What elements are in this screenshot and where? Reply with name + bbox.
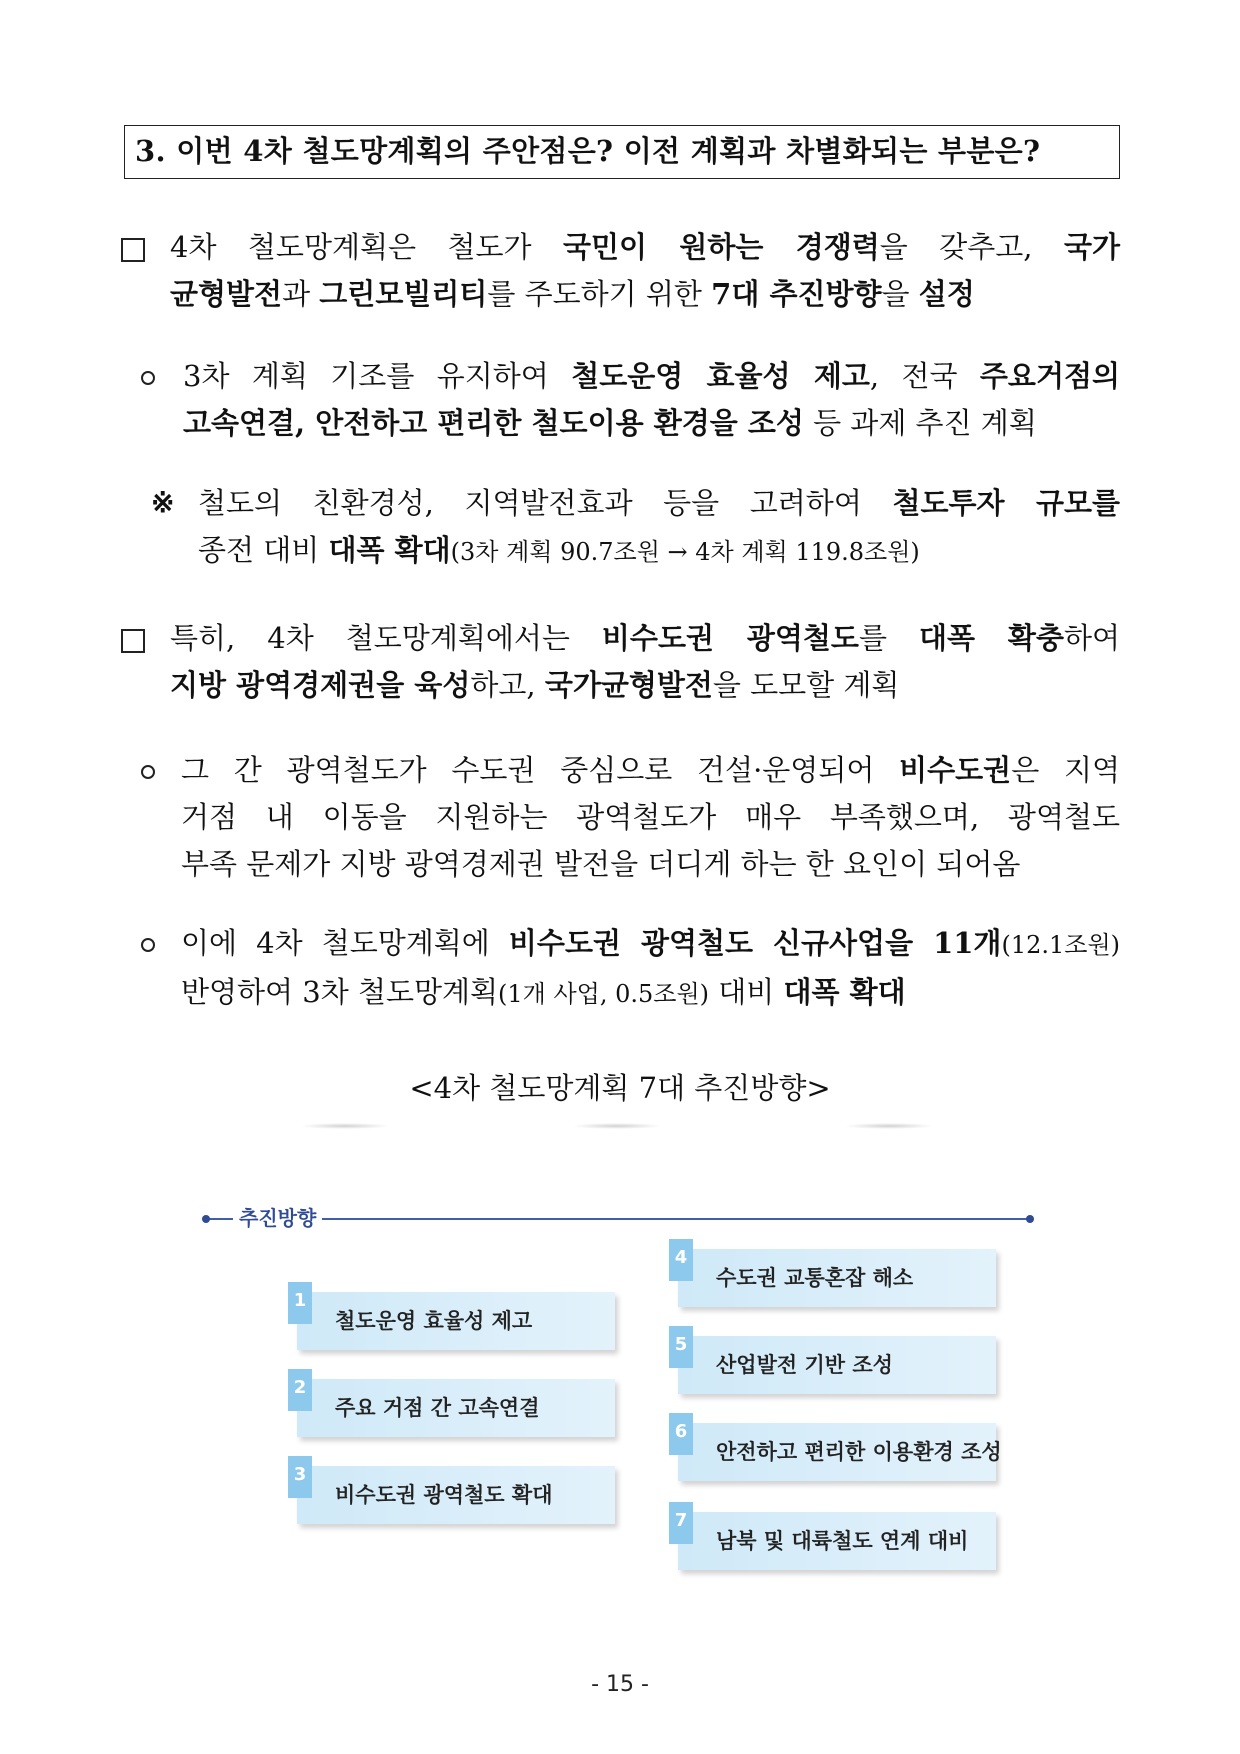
text-run: 그 간 광역철도가 수도권 중심으로 건설·운영되어 [181, 753, 900, 787]
emphasized-text: 균형발전 [170, 277, 283, 311]
text-run: 은 지역 [1011, 753, 1120, 787]
item-number-badge: 7 [669, 1502, 693, 1544]
item-number-badge: 6 [669, 1413, 693, 1455]
section1-sub1-line1 [183, 353, 1120, 400]
section2-sub1-line1 [181, 747, 1120, 794]
emphasized-text: 철도운영 효율성 제고 [571, 359, 870, 393]
axis-start-dot [202, 1215, 210, 1223]
direction-item [293, 1377, 615, 1437]
checkbox-square-icon [121, 629, 145, 653]
emphasized-text: 그린모빌리티 [319, 277, 488, 311]
text-run: 4차 철도망계획은 철도가 [170, 230, 563, 264]
decorative-shadow [572, 1123, 662, 1129]
section1-sub1 [183, 353, 1120, 447]
item-number-badge: 4 [669, 1239, 693, 1281]
section2-line2 [170, 662, 1120, 709]
text-run: 철도의 친환경성, 지역발전효과 등을 고려하여 [198, 486, 893, 520]
emphasized-text: 비수도권 [899, 753, 1012, 787]
emphasized-text: 국민이 원하는 경쟁력 [562, 230, 880, 264]
emphasized-text: 대폭 확충 [919, 621, 1064, 655]
checkbox-square-icon [121, 238, 145, 262]
text-run: 을 갖추고, [879, 230, 1064, 264]
text-run: 을 도모할 계획 [712, 668, 900, 702]
direction-item [674, 1421, 1002, 1481]
section1-note-line2: 종전 대비 대폭 확대(3차 계획 90.7조원 → 4차 계획 119.8조원) [198, 533, 920, 567]
emphasized-text: 고속연결, 안전하고 편리한 철도이용 환경을 조성 [183, 406, 804, 440]
section2-sub2-line2: 반영하여 3차 철도망계획(1개 사업, 0.5조원) 대비 대폭 확대 [181, 975, 906, 1009]
text-run: 를 [858, 621, 919, 655]
item-number-badge: 5 [669, 1326, 693, 1368]
text-run: 과 [282, 277, 320, 311]
circle-bullet-icon [141, 371, 155, 385]
emphasized-text: 설정 [918, 277, 975, 311]
section2-sub1-line3: 부족 문제가 지방 광역경제권 발전을 더디게 하는 한 요인이 되어옴 [181, 847, 1021, 881]
decorative-shadow [844, 1123, 934, 1129]
item-number-badge: 1 [288, 1282, 312, 1324]
direction-item [674, 1510, 996, 1570]
section1-line2 [170, 271, 1120, 318]
section2-paragraph [170, 615, 1120, 709]
item-label: 주요 거점 간 고속연결 [335, 1396, 540, 1420]
item-label: 산업발전 기반 조성 [716, 1353, 893, 1377]
emphasized-text: 국가 [1063, 230, 1120, 264]
text-run: , 전국 [869, 359, 980, 393]
section2-sub1-line2: 거점 내 이동을 지원하는 광역철도가 매우 부족했으며, 광역철도 [181, 800, 1120, 834]
item-label: 수도권 교통혼잡 해소 [716, 1266, 914, 1290]
text-run: 하고, [470, 668, 545, 702]
page-number: - 15 - [591, 1672, 649, 1697]
section1-note-line1 [198, 480, 1120, 527]
item-number-badge: 2 [288, 1369, 312, 1411]
text-run: 특히, 4차 철도망계획에서는 [170, 621, 602, 655]
emphasized-text: 7대 추진방향 [711, 277, 882, 311]
emphasized-text: 철도투자 규모를 [892, 486, 1121, 520]
direction-item [293, 1290, 615, 1350]
text-run: 등 과제 추진 계획 [803, 406, 1037, 440]
text-run: 을 [881, 277, 919, 311]
section1-paragraph [170, 224, 1120, 318]
direction-item [674, 1334, 996, 1394]
section1-note [198, 480, 1120, 576]
direction-axis-line [206, 1218, 1030, 1220]
decorative-shadow [300, 1123, 390, 1129]
text-run: 를 주도하기 위한 [487, 277, 712, 311]
question-heading: 3. 이번 4차 철도망계획의 주안점은? 이전 계획과 차별화되는 부분은? [124, 125, 1120, 179]
direction-item [674, 1247, 996, 1307]
direction-item [293, 1464, 615, 1524]
reference-mark-icon: ※ [151, 486, 175, 519]
emphasized-text: 비수도권 광역철도 [601, 621, 859, 655]
item-label: 철도운영 효율성 제고 [335, 1309, 533, 1333]
diagram-title: <4차 철도망계획 7대 추진방향> [409, 1071, 831, 1105]
section2-sub2-line1: 이에 4차 철도망계획에 비수도권 광역철도 신규사업을 11개(12.1조원) [181, 926, 1120, 960]
emphasized-text: 국가균형발전 [544, 668, 713, 702]
section2-sub1 [181, 747, 1120, 888]
circle-bullet-icon [141, 938, 155, 952]
axis-label: 추진방향 [233, 1203, 322, 1233]
section2-sub2 [181, 920, 1120, 1018]
item-number-badge: 3 [288, 1456, 312, 1498]
emphasized-text: 지방 광역경제권을 육성 [170, 668, 471, 702]
section1-line1 [170, 224, 1120, 271]
section1-sub1-line2 [183, 400, 1120, 447]
text-run: 하여 [1063, 621, 1120, 655]
emphasized-text: 주요거점의 [979, 359, 1120, 393]
item-label: 비수도권 광역철도 확대 [335, 1483, 553, 1507]
circle-bullet-icon [141, 765, 155, 779]
text-run: 3차 계획 기조를 유지하여 [183, 359, 572, 393]
axis-end-dot [1026, 1215, 1034, 1223]
section2-line1 [170, 615, 1120, 662]
item-label: 남북 및 대륙철도 연계 대비 [716, 1529, 969, 1553]
item-label: 안전하고 편리한 이용환경 조성 [716, 1440, 1002, 1464]
